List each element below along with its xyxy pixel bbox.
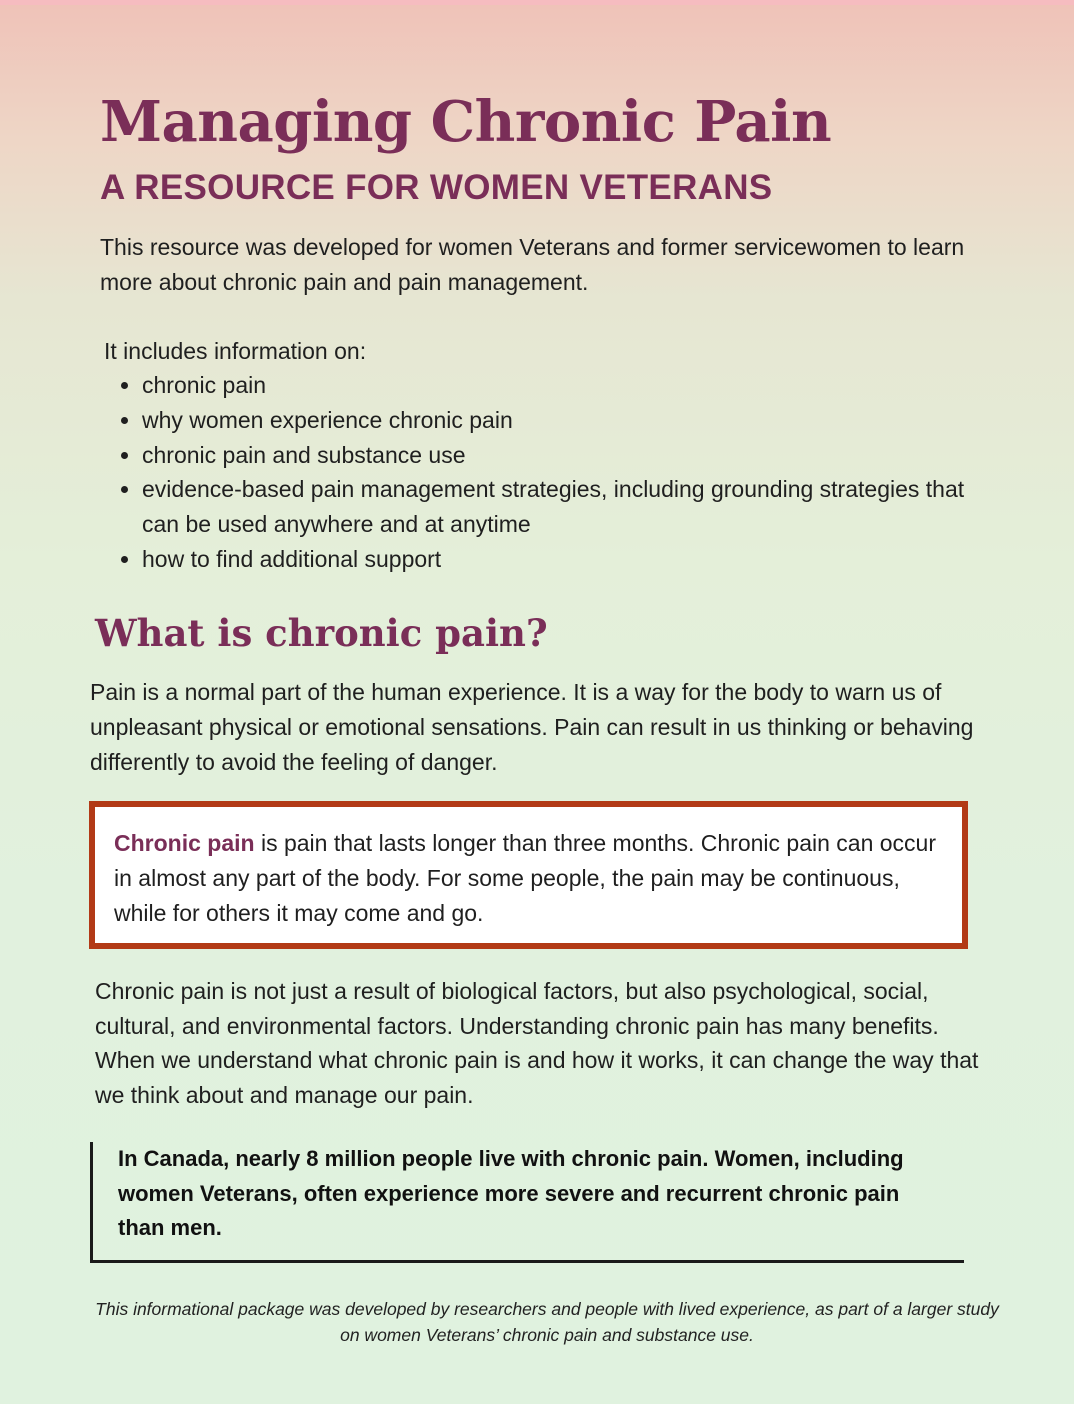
list-item: • chronic pain and substance use [142,438,984,473]
top-accent-strip [0,0,1074,5]
list-item: • chronic pain [142,368,984,403]
callout-text: In Canada, nearly 8 million people live with chronic pain. Women, including women Veterans, often experience more severe and recurrent chronic pain than men. [118,1146,904,1240]
page-subtitle: A RESOURCE FOR WOMEN VETERANS [100,168,773,207]
pain-overview-paragraph: Pain is a normal part of the human experience. It is a way for the body to warn us of unpleasant physical or emotional sensations. Pain can result in us thinking or behaving differently to avoid the feeling of danger. [90,679,974,775]
definition-box [89,801,968,949]
topics-lead: It includes information on: [104,338,367,364]
footer-note: This informational package was developed by researchers and people with lived experience, as part of a larger study on women Veterans’ chronic pain and substance use. [95,1299,999,1345]
factors-paragraph: Chronic pain is not just a result of biological factors, but also psychological, social, cultural, and environmental factors. Understanding chronic pain has many benefits. When we understand what chronic pain is and how it works, it can change the way that we think about and manage our pain. [95,978,979,1108]
list-item: • how to find additional support [142,542,984,577]
definition-text: is pain that lasts longer than three months. Chronic pain can occur in almost any part of the body. For some people, the pain may be continuous, while for others it may come and go. [114,830,936,926]
page-title: Managing Chronic Pain [100,89,832,155]
section-heading: What is chronic pain? [95,611,548,655]
definition-term: Chronic pain [114,830,255,856]
list-item: • why women experience chronic pain [142,403,984,438]
intro-paragraph: This resource was developed for women Veterans and former servicewomen to learn more about chronic pain and pain management. [100,234,965,295]
topics-list [104,368,984,577]
list-item: • evidence-based pain management strategies, including grounding strategies that can be used anywhere and at anytime [142,472,984,542]
statistic-callout [90,1142,964,1263]
